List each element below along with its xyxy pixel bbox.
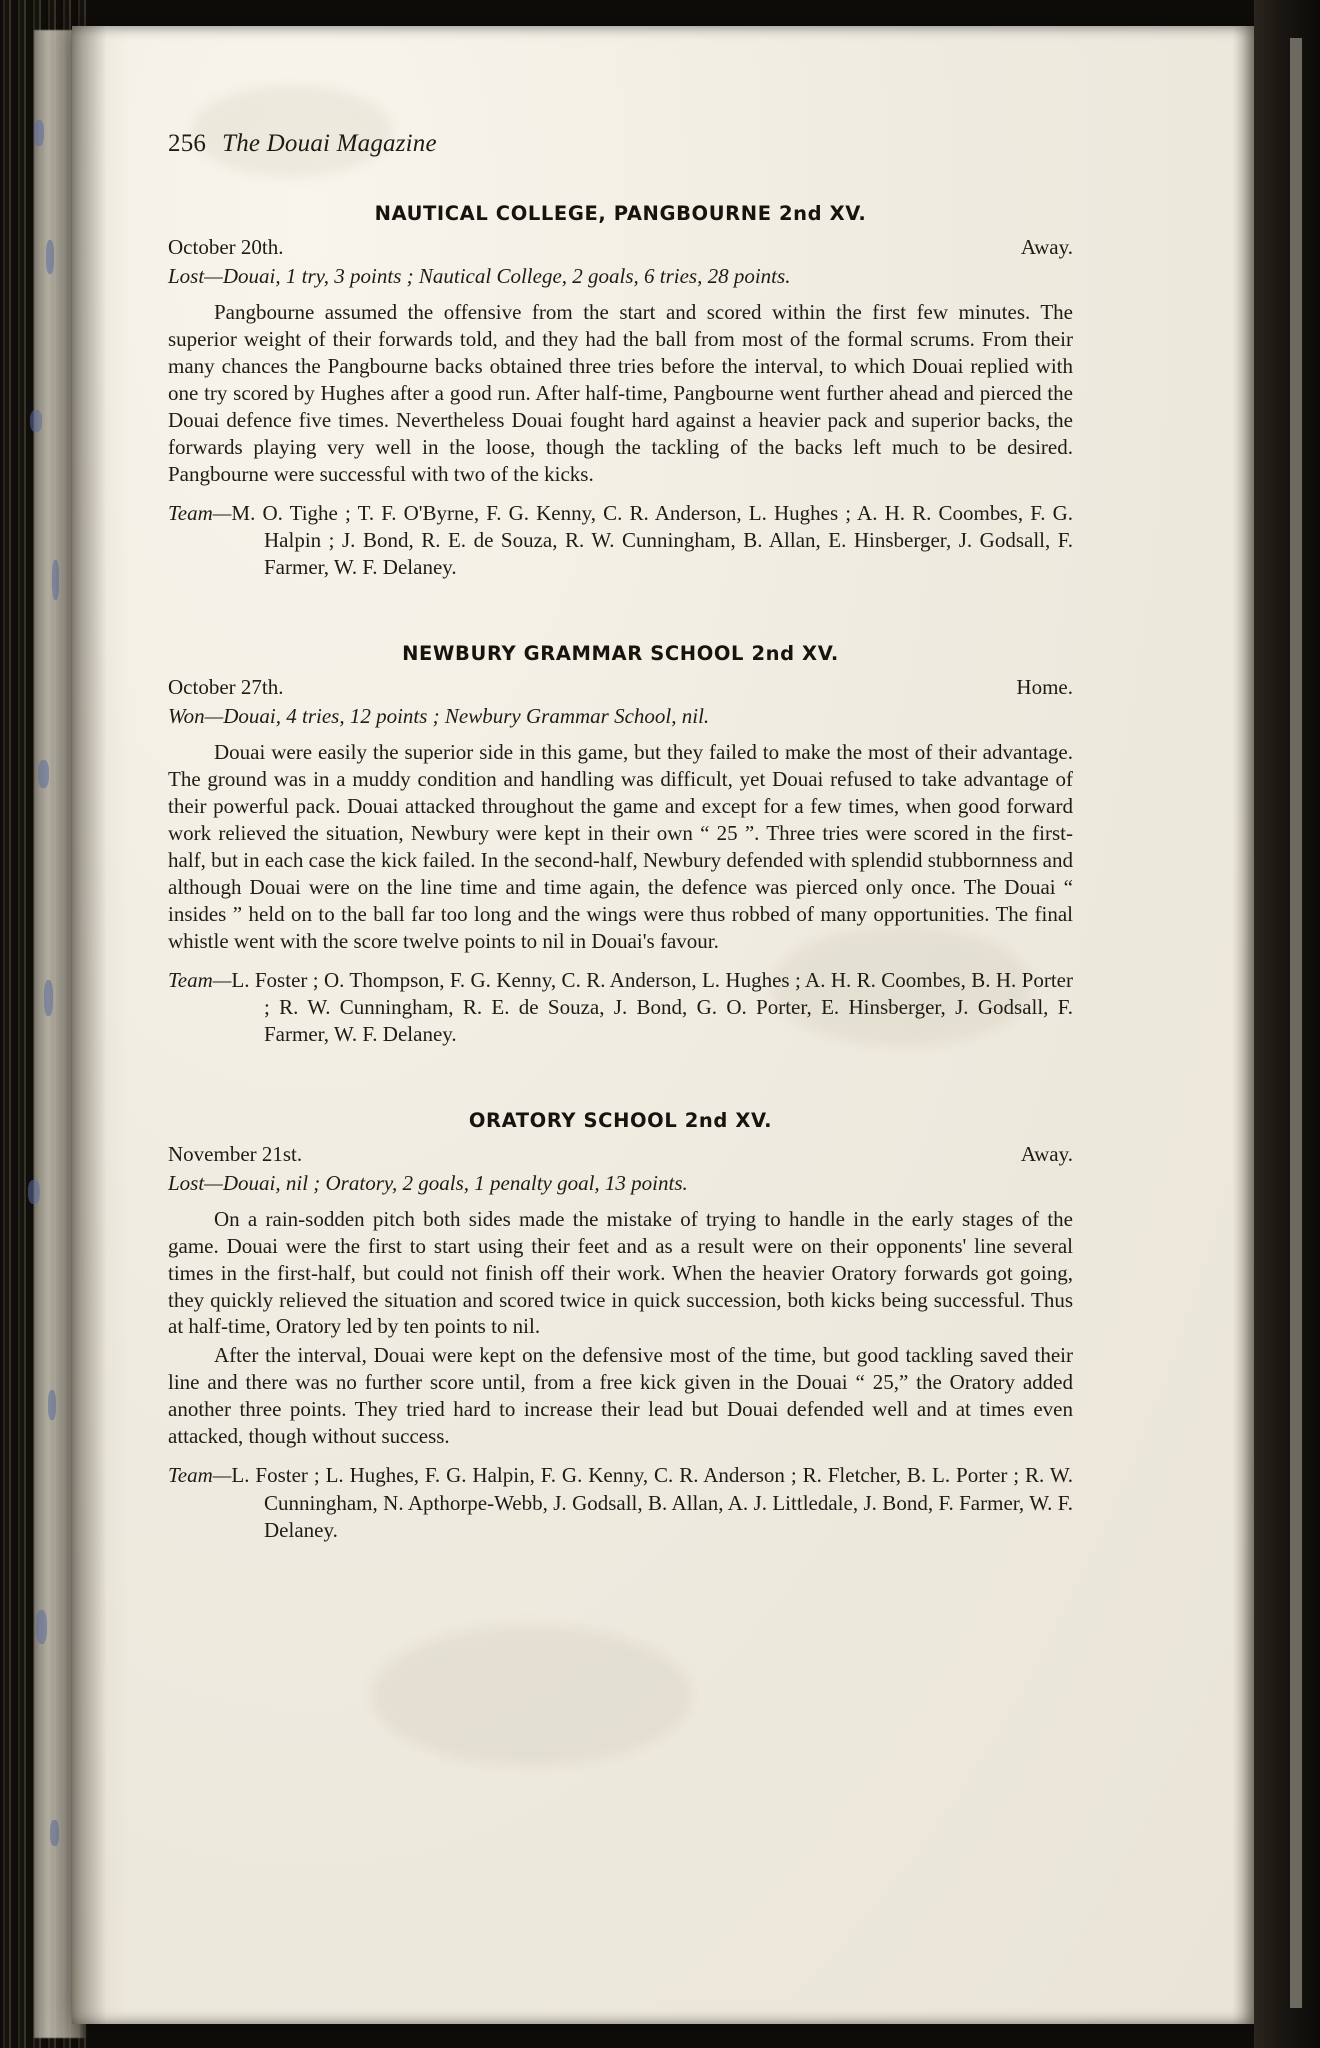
ink-speck (52, 560, 59, 600)
match-date: October 27th. (168, 674, 284, 699)
match-result: Lost—Douai, nil ; Oratory, 2 goals, 1 penalty goal, 13 points. (168, 1170, 688, 1195)
match-result: Won—Douai, 4 tries, 12 points ; Newbury Grammar School, nil. (168, 703, 710, 728)
scan-right-margin (1254, 0, 1320, 2048)
team-list (168, 500, 1073, 582)
team-list (168, 967, 1073, 1049)
magazine-title: The Douai Magazine (222, 130, 437, 157)
match-report (168, 1109, 1073, 1545)
match-title: NEWBURY GRAMMAR SCHOOL 2nd XV. (402, 641, 839, 665)
match-date: November 21st. (168, 1141, 303, 1166)
team-label: Team— (168, 1463, 232, 1488)
ink-speck (50, 1820, 59, 1846)
ink-speck (38, 760, 49, 788)
team-label: Team— (168, 500, 232, 525)
match-paragraph: Pangbourne assumed the offensive from the start and scored within the first few minutes. The superior weight of their forwards told, and they had the ball from most of the formal scrums. From their many chances the Pangbourne backs obtained three tries before the interval, to which Douai replied with one try scored by Hughes after a good run. After half-time, Pangbourne went further ahead and pierced the Douai defence five times. Nevertheless Douai fought hard against a heavier pack and superior backs, the forwards playing very well in the loose, though the tackling of the backs left much to be desired. Pangbourne were successful with two of the kicks. (168, 300, 1073, 486)
match-title: ORATORY SCHOOL 2nd XV. (468, 1108, 773, 1132)
match-paragraph: On a rain-sodden pitch both sides made the mistake of trying to handle in the early stages of the game. Douai were the first to start using their feet and as a result were on their opponents' line several times in the first-half, but could not finish off their work. When the heavier Oratory forwards got going, they quickly relieved the situation and scored twice in quick succession, both kicks being successful. Thus at half-time, Oratory led by ten points to nil. (168, 1206, 1073, 1339)
page-edge-shadow (1232, 26, 1254, 2024)
ink-speck (44, 980, 53, 1016)
ink-speck (34, 120, 44, 146)
match-title: NAUTICAL COLLEGE, PANGBOURNE 2nd XV. (374, 202, 867, 225)
match-venue: Home. (1016, 674, 1073, 699)
ink-speck (48, 1390, 56, 1420)
match-result: Lost—Douai, 1 try, 3 points ; Nautical College, 2 goals, 6 tries, 28 points. (168, 264, 791, 288)
ink-speck (30, 410, 42, 432)
ink-speck (46, 240, 54, 274)
match-date: October 20th. (168, 235, 284, 259)
team-members: L. Foster ; O. Thompson, F. G. Kenny, C. R. Anderson, L. Hughes ; A. H. R. Coombes, B. H. Porter ; R. W. Cunningham, R. E. de Souza, J. Bond, G. O. Porter, E. Hinsberger, J. Godsall, F. Farmer, W. F. Delaney. (231, 967, 1073, 1047)
opposite-page-edge (1290, 38, 1302, 2008)
match-report (168, 202, 1073, 582)
match-venue: Away. (1020, 235, 1073, 259)
team-members: M. O. Tighe ; T. F. O'Byrne, F. G. Kenny, C. R. Anderson, L. Hughes ; A. H. R. Coombes, F. G. Halpin ; J. Bond, R. E. de Souza, R. W. Cunningham, B. Allan, E. Hinsberger, J. Godsall, F. Farmer, W. F. Delaney. (231, 500, 1073, 580)
page-content (168, 130, 1073, 1574)
page-number: 256 (168, 130, 207, 157)
team-members: L. Foster ; L. Hughes, F. G. Halpin, F. G. Kenny, C. R. Anderson ; R. Fletcher, B. L. Porter ; R. W. Cunningham, N. Apthorpe-Webb, J. Godsall, B. Allan, A. J. Littledale, J. Bond, F. Farmer, W. F. Delaney. (231, 1463, 1073, 1542)
match-report (168, 642, 1073, 1049)
paper-blemish (372, 1626, 692, 1766)
match-venue: Away. (1020, 1141, 1073, 1166)
team-label: Team— (168, 967, 232, 992)
match-paragraph: Douai were easily the superior side in this game, but they failed to make the most of their advantage. The ground was in a muddy condition and handling was difficult, yet Douai refused to take advantage of their powerful pack. Douai attacked throughout the game and except for a few times, when good forward work relieved the situation, Newbury were kept in their own “ 25 ”. Three tries were scored in the first-half, but in each case the kick failed. In the second-half, Newbury defended with splendid stubbornness and although Douai were on the line time and time again, the defence was pierced only once. The Douai “ insides ” held on to the ball far too long and the wings were thus robbed of many opportunities. The final whistle went with the score twelve points to nil in Douai's favour. (168, 739, 1073, 953)
match-meta (168, 1142, 1073, 1167)
team-list (168, 1462, 1073, 1544)
match-meta (168, 675, 1073, 700)
match-meta (168, 235, 1073, 260)
running-head (168, 130, 1073, 158)
match-paragraph: After the interval, Douai were kept on the defensive most of the time, but good tackling saved their line and there was no further score until, from a free kick given in the Douai “ 25,” the Oratory added another three points. They tried hard to increase their lead but Douai defended well and at times even attacked, though without success. (168, 1343, 1073, 1449)
ink-speck (28, 1180, 40, 1204)
ink-speck (36, 1610, 47, 1644)
